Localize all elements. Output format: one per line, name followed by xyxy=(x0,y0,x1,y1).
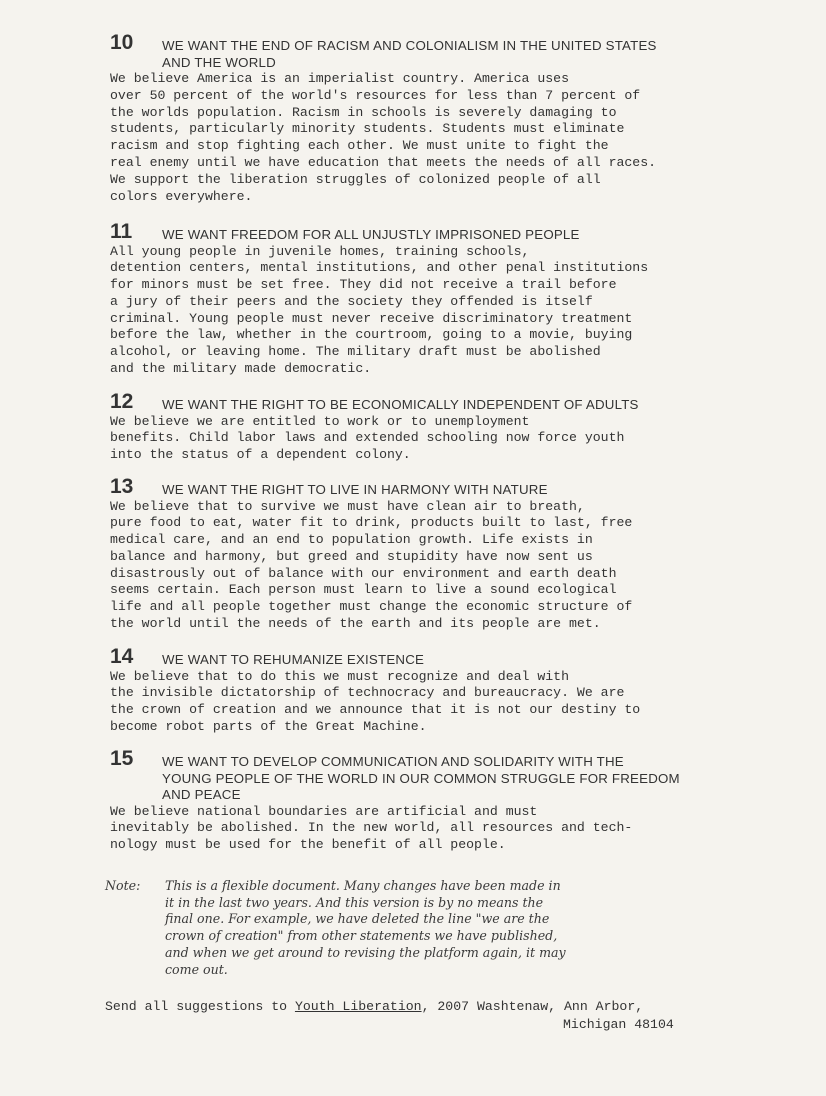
section-number: 14 xyxy=(110,645,134,668)
section-number: 13 xyxy=(110,475,134,498)
section-11 xyxy=(110,221,710,378)
footer-address xyxy=(105,998,705,1032)
note-text: This is a flexible document. Many changes have been made in it in the last two years. And this version is by no means the final one. For example, we have deleted the line "we are the crown of creation" from other statements we have published, and when we get around to revising the platform again, it may come out. xyxy=(165,878,566,977)
section-body: We believe we are entitled to work or to unemployment benefits. Child labor laws and extended schooling now force youth into the status of a dependent colony. xyxy=(110,413,625,463)
section-heading: WE WANT TO DEVELOP COMMUNICATION AND SOLIDARITY WITH THE YOUNG PEOPLE OF THE WORLD IN OUR COMMON STRUGGLE FOR FREEDOM AND PEACE xyxy=(162,754,680,802)
section-12 xyxy=(110,391,710,464)
section-body: We believe national boundaries are artificial and must inevitably be abolished. In the new world, all resources and tech- nology must be used for the benefit of all people. xyxy=(110,803,633,853)
section-10 xyxy=(110,32,710,205)
section-number: 10 xyxy=(110,31,134,54)
section-body: We believe that to survive we must have clean air to breath, pure food to eat, water fit to drink, products built to last, free medical care, and an end to population growth. Life exists in balance and harmony, but greed and stupidity have now sent us disastrously out of balance with our environment and earth death seems certain. Each person must learn to live a sound ecological life and all people together must change the economic structure of the world until the needs of the earth and its people are met. xyxy=(110,498,633,632)
note-block xyxy=(105,878,705,978)
section-heading: WE WANT FREEDOM FOR ALL UNJUSTLY IMPRISONED PEOPLE xyxy=(162,227,580,242)
footer-street: , 2007 Washtenaw, Ann Arbor, xyxy=(421,999,644,1014)
section-14 xyxy=(110,646,710,736)
section-13 xyxy=(110,476,710,633)
footer-city: Michigan 48104 xyxy=(563,1017,674,1032)
section-heading: WE WANT TO REHUMANIZE EXISTENCE xyxy=(162,652,425,667)
section-heading: WE WANT THE RIGHT TO LIVE IN HARMONY WITH NATURE xyxy=(162,482,548,497)
note-label: Note: xyxy=(105,878,141,893)
section-15 xyxy=(110,748,710,854)
section-heading: WE WANT THE END OF RACISM AND COLONIALISM IN THE UNITED STATES AND THE WORLD xyxy=(162,38,657,70)
section-body: All young people in juvenile homes, training schools, detention centers, mental institutions, and other penal institutions for minors must be set free. They did not receive a trail before a jury of their peers and the society they offended is itself criminal. Young people must never receive discriminatory treatment before the law, whether in the courtroom, going to a movie, buying alcohol, or leaving home. The military draft must be abolished and the military made democratic. xyxy=(110,243,649,377)
footer-prefix: Send all suggestions to xyxy=(105,999,295,1014)
section-body: We believe America is an imperialist country. America uses over 50 percent of the world's resources for less than 7 percent of the worlds population. Racism in schools is severely damaging to students, particularly minority students. Students must eliminate racism and stop fighting each other. We must unite to fight the real enemy until we have education that meets the needs of all races. We support the liberation struggles of colonized people of all colors everywhere. xyxy=(110,71,657,204)
organization-name: Youth Liberation xyxy=(294,999,422,1014)
section-body: We believe that to do this we must recognize and deal with the invisible dictatorship of technocracy and bureaucracy. We are the crown of creation and we announce that it is not our destiny to become robot parts of the Great Machine. xyxy=(110,668,641,734)
section-heading: WE WANT THE RIGHT TO BE ECONOMICALLY INDEPENDENT OF ADULTS xyxy=(162,397,639,412)
section-number: 15 xyxy=(110,747,134,770)
section-number: 12 xyxy=(110,390,134,413)
section-number: 11 xyxy=(110,220,133,243)
